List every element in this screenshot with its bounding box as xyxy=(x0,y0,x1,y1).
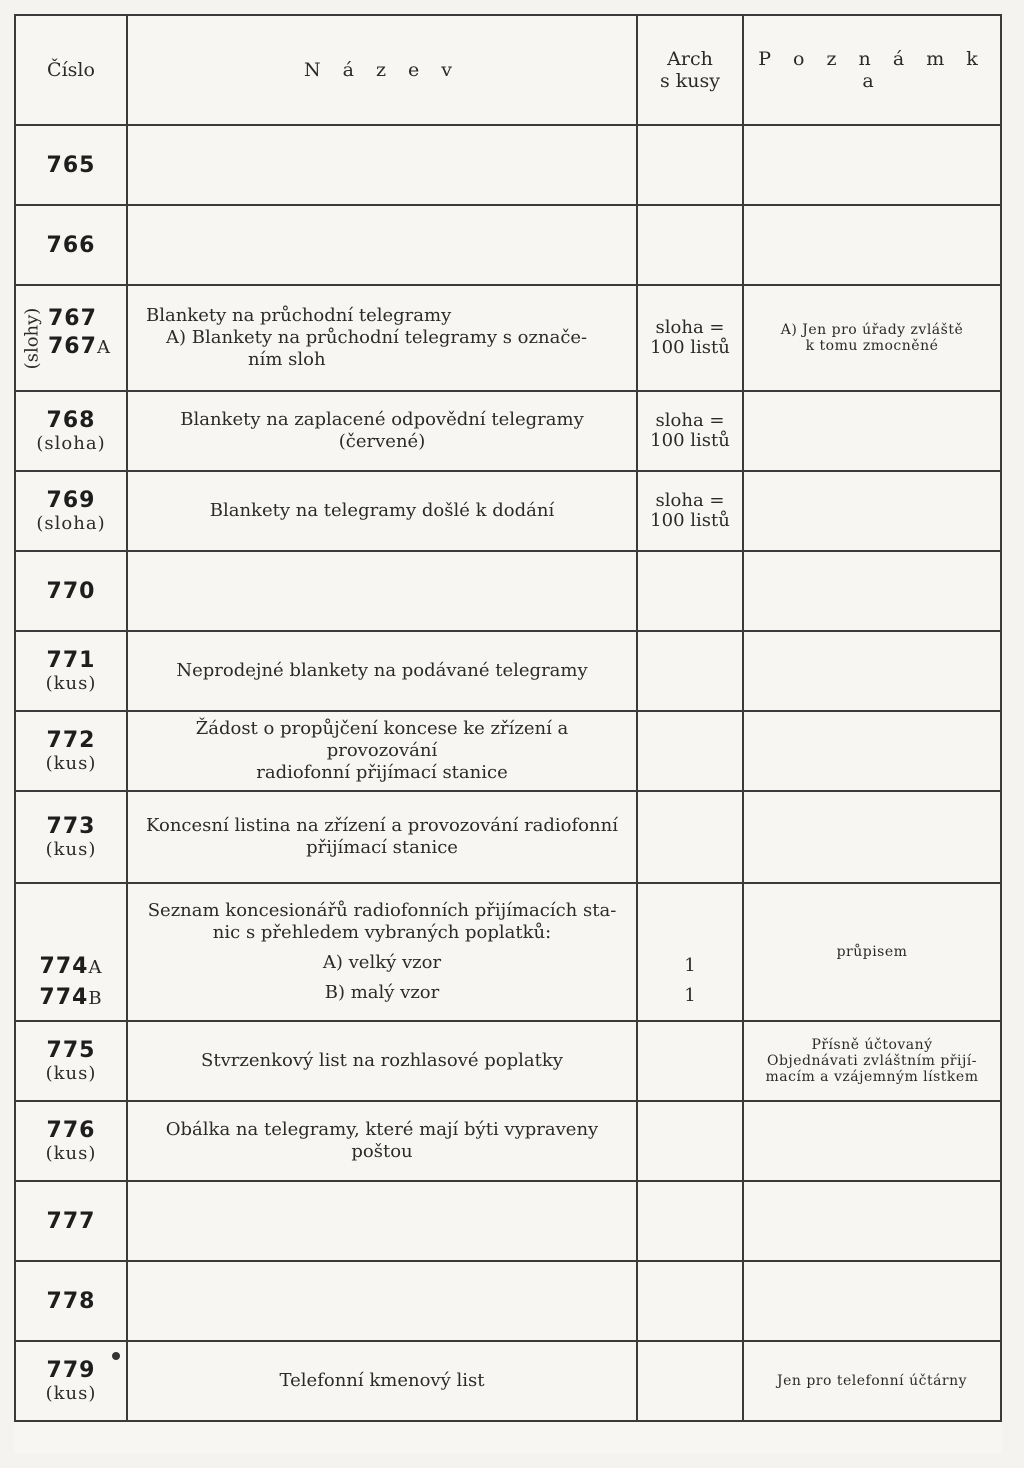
row-name-line1: Telefonní kmenový list xyxy=(279,1370,485,1391)
table-row xyxy=(15,883,1001,1021)
row-note-line3: macím a vzájemným lístkem xyxy=(765,1069,979,1085)
row-arch xyxy=(637,791,743,883)
row-number: 777 xyxy=(15,1181,127,1261)
row-number: 769 xyxy=(46,488,96,513)
row-note xyxy=(743,631,1001,711)
row-arch xyxy=(637,1341,743,1421)
row-name xyxy=(127,1101,637,1181)
table-row xyxy=(15,285,1001,391)
row-name-line1: Blankety na telegramy došlé k dodání xyxy=(209,500,555,521)
row-suffix-b: B xyxy=(88,988,103,1009)
row-name-line1: Obálka na telegramy, které mají býti vypraveny xyxy=(165,1119,599,1140)
row-note xyxy=(743,285,1001,391)
row-note xyxy=(743,1261,1001,1341)
row-name xyxy=(127,711,637,791)
row-number-cell xyxy=(15,1341,127,1421)
forms-table xyxy=(14,14,1002,1422)
row-number: 771 xyxy=(46,648,96,673)
row-number: 765 xyxy=(15,125,127,205)
table-row xyxy=(15,1341,1001,1421)
row-number-cell xyxy=(15,471,127,551)
row-name xyxy=(127,883,637,1021)
row-number-cell xyxy=(15,1021,127,1101)
row-number: 773 xyxy=(46,814,96,839)
row-arch xyxy=(637,631,743,711)
row-name-line1: Neprodejné blankety na podávané telegramy xyxy=(176,660,588,681)
row-arch xyxy=(637,1181,743,1261)
row-unit: (kus) xyxy=(45,1143,97,1164)
row-note-line1: Přísně účtovaný xyxy=(811,1037,933,1053)
row-name-line2: přijímací stanice xyxy=(306,837,458,858)
row-number-cell xyxy=(15,711,127,791)
row-number-b: 767 xyxy=(48,334,97,359)
row-name-line2: (červené) xyxy=(338,431,426,452)
row-name xyxy=(127,631,637,711)
row-note xyxy=(743,471,1001,551)
row-arch xyxy=(637,1021,743,1101)
row-note xyxy=(743,1341,1001,1421)
table-row xyxy=(15,631,1001,711)
table-row xyxy=(15,471,1001,551)
row-arch xyxy=(637,711,743,791)
table-row xyxy=(15,711,1001,791)
table-row xyxy=(15,1261,1001,1341)
row-arch xyxy=(637,471,743,551)
row-unit: (kus) xyxy=(45,1063,97,1084)
row-name xyxy=(127,1261,637,1341)
row-arch xyxy=(637,285,743,391)
bullet-mark-icon xyxy=(112,1352,120,1360)
row-note xyxy=(743,205,1001,285)
table-row xyxy=(15,1101,1001,1181)
row-unit: (kus) xyxy=(45,839,97,860)
row-note-line1: A) Jen pro úřady zvláště xyxy=(780,322,964,338)
row-name-line1: Žádost o propůjčení koncese ke zřízení a provozování xyxy=(195,718,569,761)
row-number: 770 xyxy=(15,551,127,631)
row-arch-a: 1 xyxy=(684,955,696,976)
row-note-line1: Jen pro telefonní účtárny xyxy=(776,1373,968,1389)
row-number-cell xyxy=(15,1101,127,1181)
header-arch-line1: Arch xyxy=(667,48,713,70)
row-number: 775 xyxy=(46,1038,96,1063)
row-number-suffix: A xyxy=(96,337,111,358)
row-name xyxy=(127,471,637,551)
row-note xyxy=(743,125,1001,205)
row-name-sub-line2: ním sloh xyxy=(248,349,326,370)
row-unit: (kus) xyxy=(45,673,97,694)
row-number-b: 774 xyxy=(39,985,89,1010)
row-number: 778 xyxy=(15,1261,127,1341)
header-arch xyxy=(637,15,743,125)
row-number: 767 xyxy=(48,306,97,331)
header-note: P o z n á m k a xyxy=(743,15,1001,125)
row-arch xyxy=(637,1261,743,1341)
row-unit: (sloha) xyxy=(36,433,106,454)
row-name xyxy=(127,125,637,205)
row-name-line1: Blankety na zaplacené odpovědní telegramy xyxy=(180,409,584,430)
row-unit: (kus) xyxy=(45,1383,97,1404)
row-name-sub-a: A) velký vzor xyxy=(322,952,442,973)
row-name-line2: nic s přehledem vybraných poplatků: xyxy=(212,922,552,943)
row-name-line1: Seznam koncesionářů radiofonních přijímacích sta- xyxy=(147,900,617,921)
row-note xyxy=(743,391,1001,471)
row-number-a: 774 xyxy=(39,954,89,979)
row-name-line2: radiofonní přijímací stanice xyxy=(256,762,508,783)
table-row xyxy=(15,1021,1001,1101)
row-number: 776 xyxy=(46,1118,96,1143)
row-note xyxy=(743,711,1001,791)
row-name xyxy=(127,1181,637,1261)
row-name xyxy=(127,285,637,391)
row-name xyxy=(127,391,637,471)
row-number-cell xyxy=(15,391,127,471)
row-name xyxy=(127,1341,637,1421)
row-arch-line2: 100 listů xyxy=(650,337,730,358)
table-row xyxy=(15,391,1001,471)
row-note xyxy=(743,791,1001,883)
row-note xyxy=(743,551,1001,631)
row-arch-b: 1 xyxy=(684,985,696,1006)
header-arch-line2: s kusy xyxy=(659,70,721,92)
row-arch xyxy=(637,883,743,1021)
header-name: N á z e v xyxy=(127,15,637,125)
row-arch xyxy=(637,551,743,631)
row-note-line2: k tomu zmocněné xyxy=(805,338,939,354)
row-note xyxy=(743,1021,1001,1101)
row-name xyxy=(127,551,637,631)
row-note xyxy=(743,883,1001,1021)
row-arch-line1: sloha = xyxy=(655,490,725,511)
row-note xyxy=(743,1101,1001,1181)
row-number: 768 xyxy=(46,408,96,433)
row-name-line1: Stvrzenkový list na rozhlasové poplatky xyxy=(201,1050,563,1071)
row-number: 766 xyxy=(15,205,127,285)
row-number-cell xyxy=(15,631,127,711)
row-arch xyxy=(637,125,743,205)
row-name xyxy=(127,791,637,883)
row-number-cell xyxy=(15,285,127,391)
row-arch xyxy=(637,205,743,285)
table-row xyxy=(15,791,1001,883)
table-row xyxy=(15,551,1001,631)
header-number: Číslo xyxy=(15,15,127,125)
row-arch-line1: sloha = xyxy=(655,410,725,431)
row-number: 779 xyxy=(46,1358,96,1383)
side-label: (slohy) xyxy=(21,307,43,369)
row-unit: (sloha) xyxy=(36,513,106,534)
table-header-row xyxy=(15,15,1001,125)
row-name-line1: Koncesní listina na zřízení a provozování radiofonní xyxy=(146,815,618,836)
row-arch-line1: sloha = xyxy=(655,317,725,338)
row-name-line2: poštou xyxy=(351,1141,413,1162)
row-name-main: Blankety na průchodní telegramy xyxy=(146,305,452,326)
row-note-line1: průpisem xyxy=(836,944,908,960)
row-name xyxy=(127,205,637,285)
row-suffix-a: A xyxy=(88,957,103,978)
row-number-cell xyxy=(15,883,127,1021)
row-arch xyxy=(637,391,743,471)
row-unit: (kus) xyxy=(45,753,97,774)
row-arch-line2: 100 listů xyxy=(650,430,730,451)
row-arch xyxy=(637,1101,743,1181)
table-row xyxy=(15,1181,1001,1261)
row-note-line2: Objednávati zvláštním přijí- xyxy=(766,1053,978,1069)
row-number-cell xyxy=(15,791,127,883)
row-note xyxy=(743,1181,1001,1261)
row-name-sub-line1: A) Blankety na průchodní telegramy s označe- xyxy=(166,327,588,348)
table-row xyxy=(15,205,1001,285)
row-number: 772 xyxy=(46,728,96,753)
row-arch-line2: 100 listů xyxy=(650,510,730,531)
row-name-sub-b: B) malý vzor xyxy=(324,982,440,1003)
row-name xyxy=(127,1021,637,1101)
table-row xyxy=(15,125,1001,205)
